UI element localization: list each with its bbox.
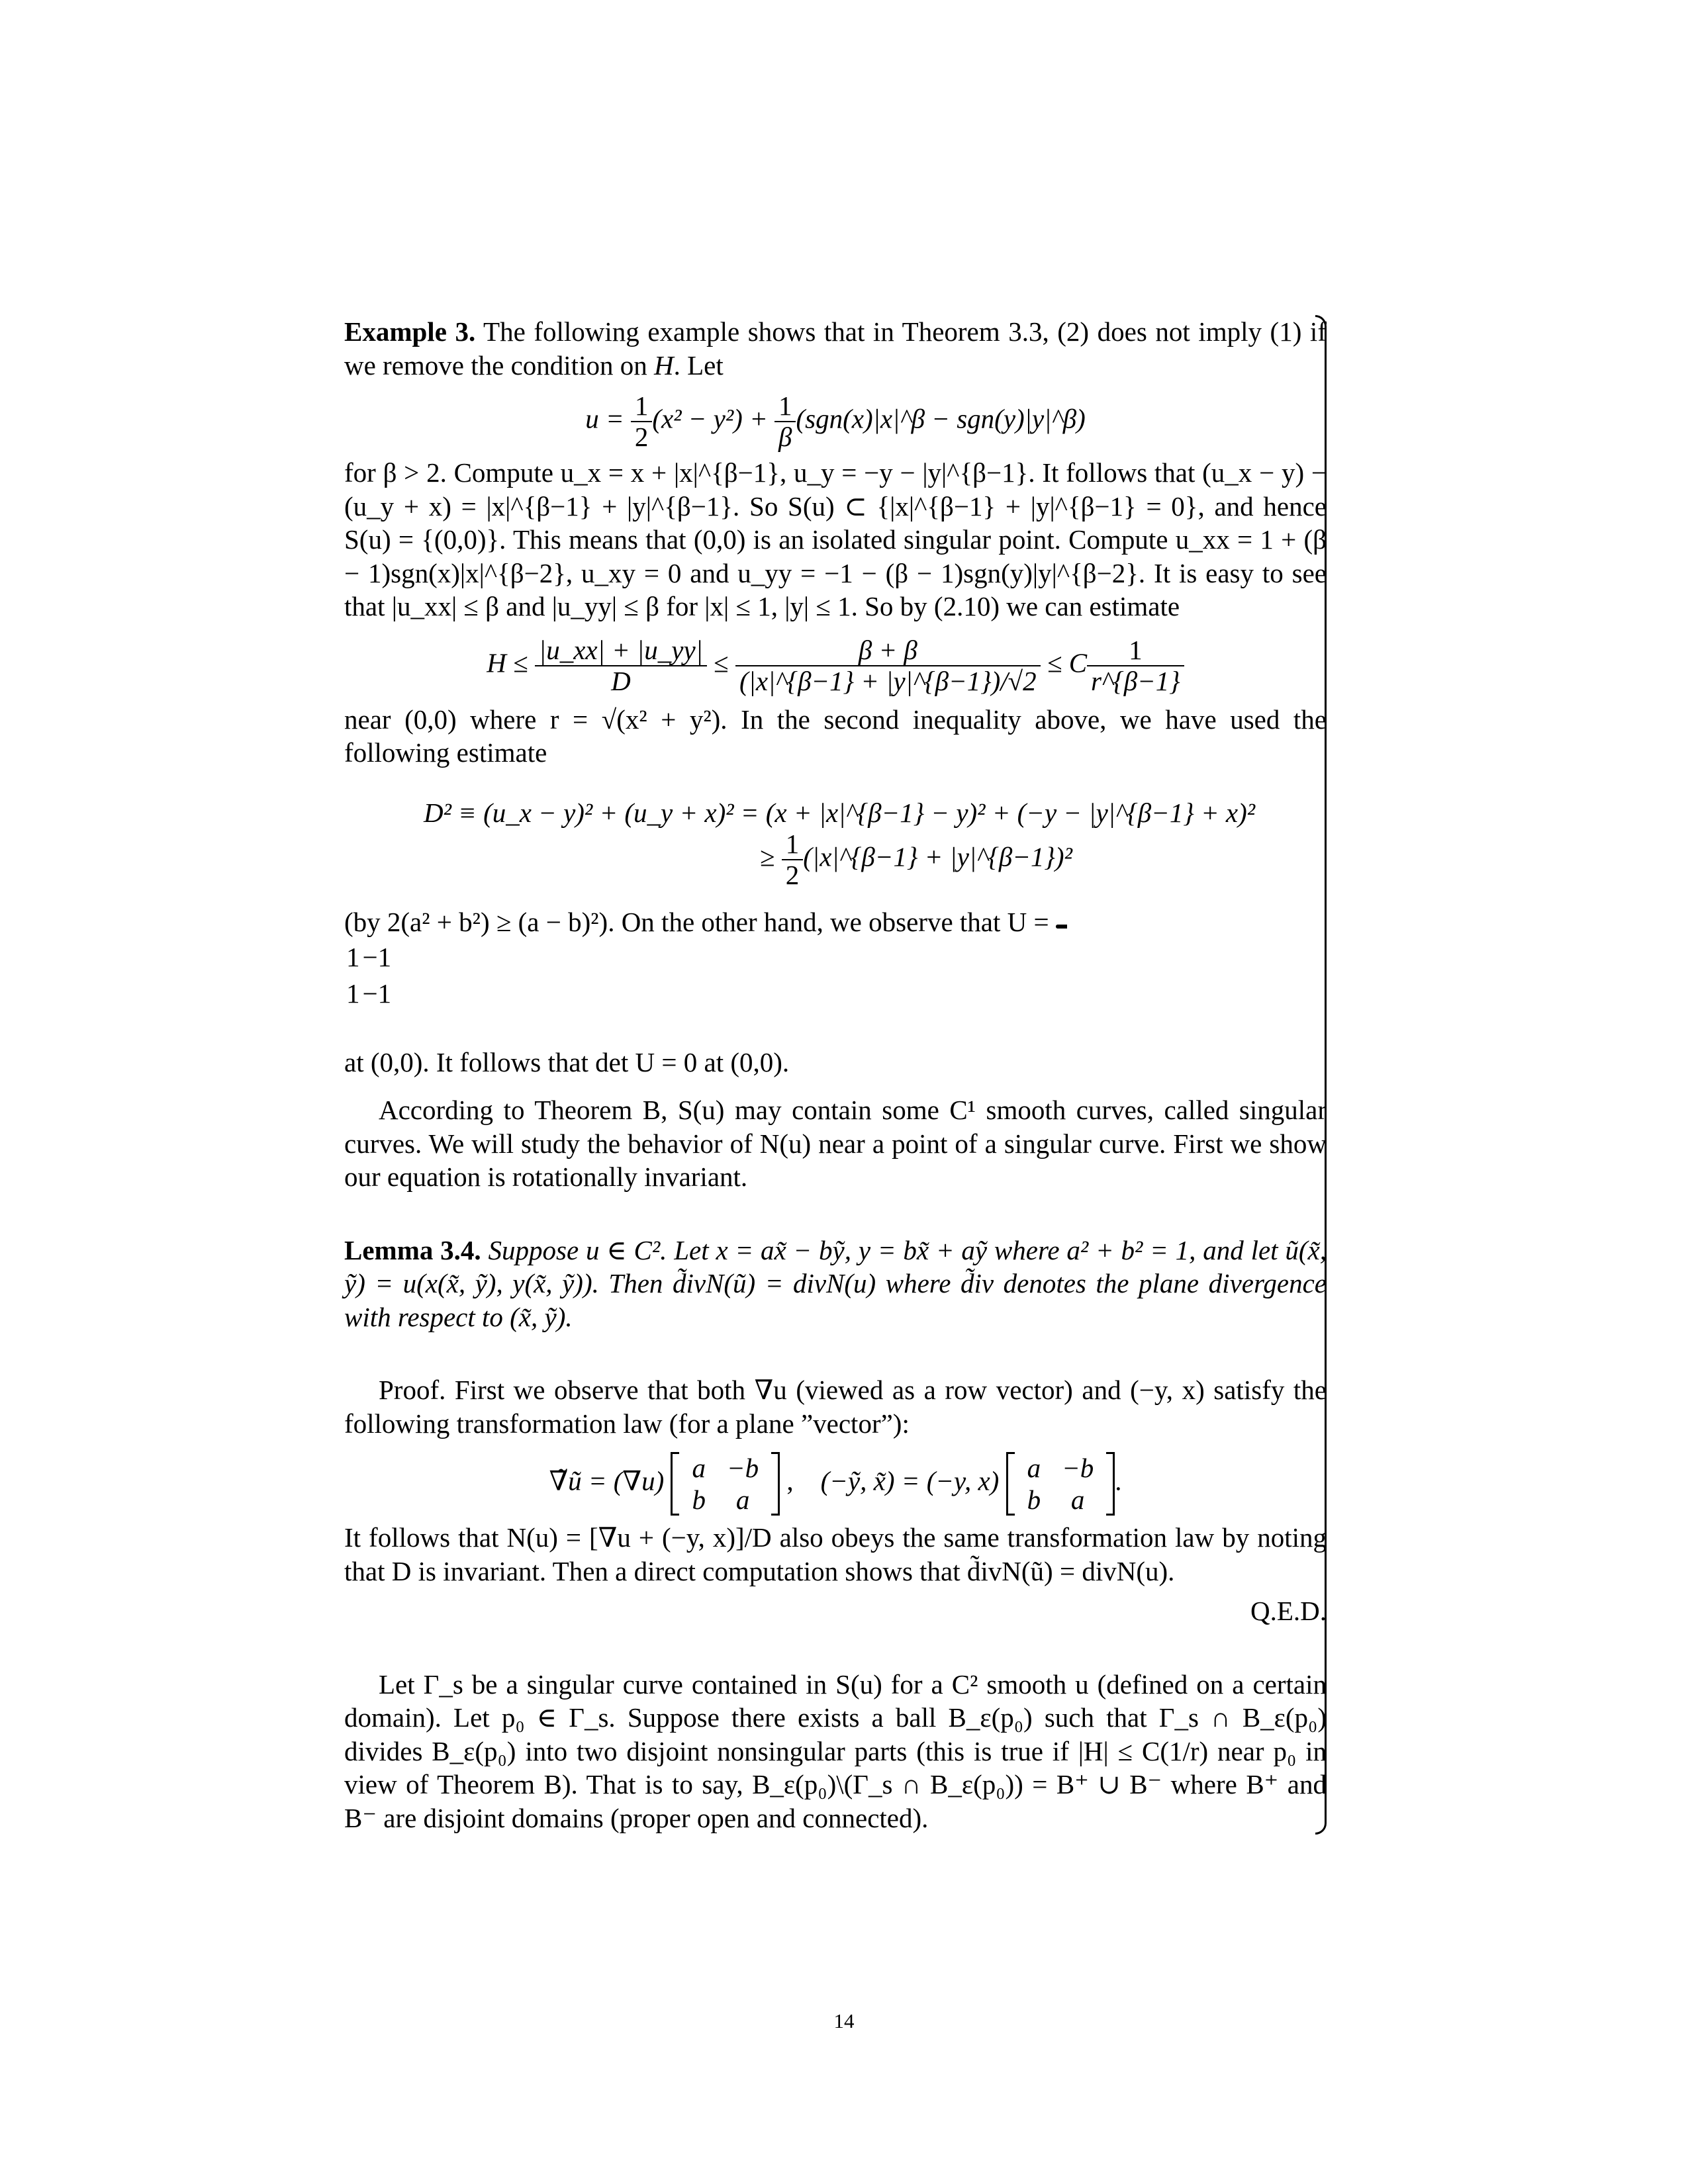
example-h: H: [653, 349, 674, 381]
equation-d-squared: [344, 796, 1327, 891]
matrix-cell: a: [1027, 1453, 1041, 1484]
line: see that |u_xx| ≤ β and |u_yy| ≤ β for |x| ≤ 1, |y| ≤ 1. So by (2.10) we can estimate: [344, 557, 1327, 622]
bracket-left: [671, 1452, 679, 1516]
matrix-cell: b: [692, 1484, 706, 1516]
example-paragraph: [344, 315, 1327, 382]
para3-text: (by 2(a² + b²) ≥ (a − b)²). On the other hand, we observe that U =: [344, 906, 1049, 937]
paper-page: [344, 315, 1327, 1835]
eq-d-line2: [424, 829, 1327, 890]
paragraph-theorem-b: According to Theorem B, S(u) may contain some C¹ smooth curves, called singular curves. We will study the behavior of N(u) near a point of a singular curve. First we show our equation is rotationally invariant.: [344, 1095, 1327, 1193]
paragraph-transformation: It follows that N(u) = [∇u + (−y, x)]/D also obeys the same transformation law by noting that D is invariant. Then a direct computation shows that d̃ivN(ũ) = divN(u).: [344, 1522, 1327, 1586]
line: = {(0,0)}. This means that (0,0) is an isolated singular point. Compute u_xx =: [398, 524, 1253, 555]
proof-paragraph: Proof. First we observe that both ∇u (viewed as a row vector) and (−y, x) satisfy the following transformation law (for a plane ”vector”):: [344, 1375, 1327, 1439]
eq-h-frac1: [535, 635, 707, 696]
matrix-cell: a: [735, 1484, 750, 1516]
equation-h-estimate: [344, 635, 1327, 696]
eq-u-lhs: u =: [585, 403, 624, 434]
frac-num: 1: [631, 391, 653, 422]
matrix-cell: −1: [362, 978, 392, 1009]
frac-den: D: [611, 665, 631, 696]
frac-num: 1: [782, 829, 804, 860]
eq-nabla-sep: ,: [786, 1465, 794, 1496]
matrix-cell: 1: [346, 978, 360, 1009]
frac-num: 1: [1087, 635, 1184, 666]
eq-d-line1: D² ≡ (u_x − y)² + (u_y + x)² = (x + |x|^{β−1} − y)² + (−y − |y|^{β−1} + x)²: [424, 797, 1256, 828]
line: y) − (u_y + x) = |x|^{β−1} + |y|^{β−1}. So S(u) ⊂ {|x|^{β−1} + |y|^{β−1} = 0}, and hence S(u): [344, 457, 1327, 555]
matrix-cell: −b: [726, 1453, 759, 1484]
equation-u: [344, 391, 1327, 452]
qed: Q.E.D.: [1250, 1596, 1327, 1627]
eq-nabla-end: .: [1115, 1465, 1122, 1496]
bracket-left: [1006, 1452, 1015, 1516]
matrix-cell: a: [1070, 1484, 1085, 1516]
matrix-rotation-1: [671, 1452, 780, 1516]
eq-u-part1: (x² − y²) +: [652, 403, 768, 434]
eq-nabla-lhs1: ∇̃ũ = (∇u): [549, 1465, 665, 1496]
lemma-heading: Lemma 3.4.: [344, 1234, 481, 1265]
example-intro: The following example shows that in Theorem 3.3, (2) does not imply (1) if we remove the condition on: [344, 316, 1327, 381]
paragraph-compute: [344, 456, 1327, 623]
eq-u-frac-beta: [774, 391, 796, 452]
eq-h-lhs: H ≤: [487, 647, 528, 678]
frac-num: 1: [774, 391, 796, 422]
matrix-cell: 1: [346, 942, 360, 973]
eq-h-le2: ≤ C: [1047, 647, 1088, 678]
para3-text2: at (0,0). It follows that det U = 0 at (0,0).: [344, 1046, 790, 1077]
eq-h-frac3: [1087, 635, 1184, 696]
paren-right: [1315, 315, 1327, 1835]
matrix-cell: b: [1027, 1484, 1041, 1516]
frac-den: 2: [634, 422, 649, 453]
paragraph-matrix-u: [344, 905, 1327, 939]
matrix-cell: −1: [362, 942, 392, 973]
line: 1 + (β − 1)sgn(x)|x|^{β−2}, u_xy = 0 and u_yy = −1 − (β − 1)sgn(y)|y|^{β−2}. It is easy to: [344, 524, 1327, 588]
bracket-right: [1106, 1452, 1115, 1516]
eq-d-frac-half: [782, 829, 804, 890]
frac-den: β: [778, 422, 792, 453]
bracket-right: [771, 1452, 780, 1516]
matrix-cell: a: [692, 1453, 706, 1484]
frac-num: β + β: [735, 635, 1041, 666]
example-let: . Let: [673, 349, 724, 381]
equation-nabla: [344, 1452, 1327, 1516]
paragraph-near: [344, 703, 1327, 770]
paren-left: [1056, 925, 1067, 929]
eq-d-ge: ≥: [760, 841, 775, 872]
line: for β > 2. Compute u_x = x + |x|^{β−1}, u_y = −y − |y|^{β−1}. It follows that (u_x −: [344, 457, 1275, 488]
eq-nabla-lhs2: (−ỹ, x̃) = (−y, x): [820, 1465, 1000, 1496]
lemma-paragraph: [344, 1234, 1327, 1334]
frac-den: (|x|^{β−1} + |y|^{β−1})/√2: [739, 665, 1037, 696]
line: following estimate: [344, 737, 547, 768]
eq-u-frac-half: [631, 391, 653, 452]
example-heading: Example 3.: [344, 316, 476, 347]
frac-den: r^{β−1}: [1091, 665, 1180, 696]
matrix-cell: −b: [1062, 1453, 1094, 1484]
line: near (0,0) where r = √(x² + y²). In the second inequality above, we have used the: [344, 704, 1327, 735]
eq-d-line2-post: (|x|^{β−1} + |y|^{β−1})²: [803, 841, 1072, 872]
eq-h-le1: ≤: [714, 647, 729, 678]
frac-num: |u_xx| + |u_yy|: [535, 635, 707, 666]
page-number: 14: [833, 2009, 855, 2032]
lemma-text: Suppose u ∈ C². Let x = ax̃ − bỹ, y = bx̃ + aỹ where a² + b² = 1, and let ũ(x̃, ỹ) = u(x(x̃, ỹ), y(x̃, ỹ)). Then d̃ivN(ũ) = divN(u) where d̃iv denotes the plane divergence with respect to (x̃, ỹ).: [344, 1234, 1327, 1332]
paragraph-singular-curve: Let Γ_s be a singular curve contained in S(u) for a C² smooth u (defined on a certain domain). Let p₀ ∈ Γ_s. Suppose there exists a ball B_ε(p₀) such that Γ_s ∩ B_ε(p₀) divides B_ε(p₀) into two disjoint nonsingular parts (this is true if |H| ≤ C(1/r) near p₀ in view of Theorem B). That is to say, B_ε(p₀)\(Γ_s ∩ B_ε(p₀)) = B⁺ ∪ B⁻ where B⁺ and B⁻ are disjoint domains (proper open and connected).: [344, 1668, 1327, 1833]
eq-h-frac2: [735, 635, 1041, 696]
eq-u-part2: (sgn(x)|x|^β − sgn(y)|y|^β): [796, 403, 1086, 434]
frac-den: 2: [785, 860, 800, 891]
matrix-rotation-2: [1006, 1452, 1115, 1516]
